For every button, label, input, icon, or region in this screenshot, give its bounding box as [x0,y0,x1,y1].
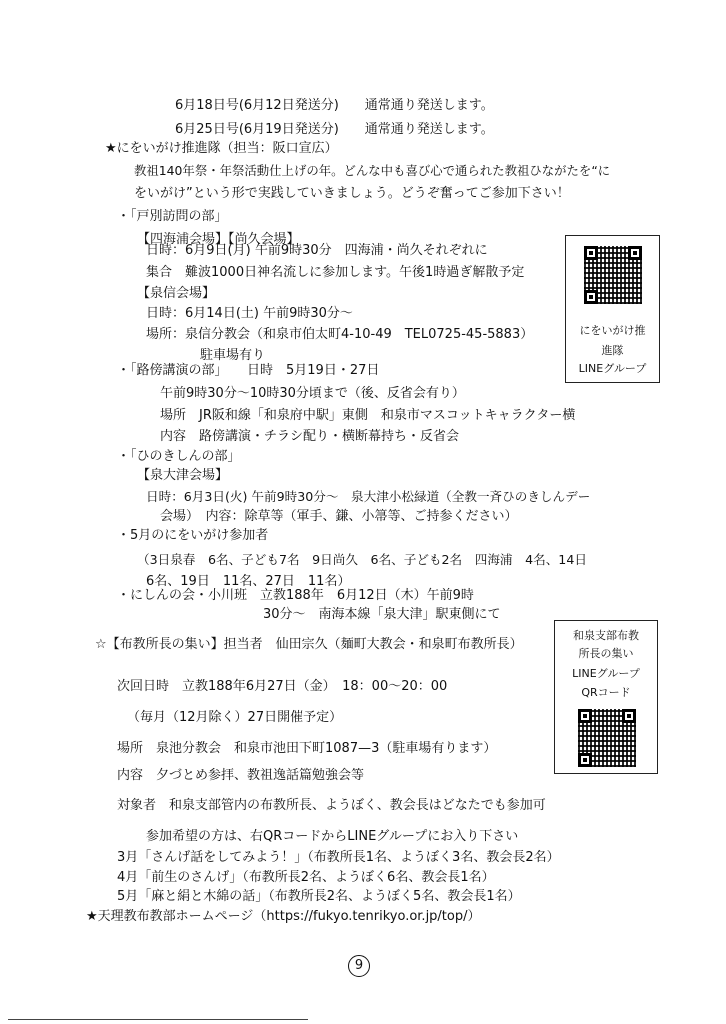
schedule-line-0625: 6月25日号(6月19日発送分) 通常通り発送します。 [175,122,494,137]
participants-line-1: （3日泉春 6名、子ども7名 9日尚久 6名、子ども2名 四海浦 4名、14日 [137,552,587,567]
meeting-target: 対象者 和泉支部管内の布教所長、ようぼく、教会長はどなたでも参加可 [117,798,546,813]
sub-heading-kobetsu: ・「戸別訪問の部」 [117,209,228,224]
history-april: 4月「前生のさんげ」（布教所長2名、ようぼく6名、教会長1名） [117,870,495,885]
venue-senshin: 【泉信会場】 [137,286,216,301]
qr-caption-line-4: QRコード [581,686,631,699]
section-heading-fukyosho: ☆【布教所長の集い】担当者 仙田宗久（麺町大教会・和泉町布教所長） [95,637,523,652]
sub-heading-may-participants: ・5月のにをいがけ参加者 [117,528,269,543]
join-instruction: 参加希望の方は、右QRコードからLINEグループにお入り下さい [146,829,519,844]
qr-caption-line-2: 進隊 [601,344,624,357]
nishin-no-kai-line-1: ・にしんの会・小川班 立教188年 6月12日（木）午前9時 [117,588,474,603]
meeting-namba: 集合 難波1000日神名流しに参加します。午後1時過ぎ解散予定 [146,265,525,280]
intro-text-2: をいがけ”という形で実践していきましょう。どうぞ奮ってご参加下さい！ [134,186,570,201]
qr-caption-line-1: 和泉支部布教 [573,629,639,642]
datetime-0614: 日時：6月14日(土) 午前9時30分～ [146,306,353,321]
qr-code-icon[interactable] [584,246,642,304]
page-number: 9 [348,955,370,977]
place-robo: 場所 JR阪和線「和泉府中駅」東側 和泉市マスコットキャラクター横 [160,408,576,423]
sub-heading-robo: ・「路傍講演の部」 日時 5月19日・27日 [117,363,380,378]
meeting-schedule-note: （毎月（12月除く）27日開催予定） [127,710,343,725]
qr-box-nioigake-line [565,235,660,383]
footer-rule [8,1019,308,1020]
qr-caption-line-3: LINEグループ [578,362,647,375]
next-meeting-datetime: 次回日時 立教188年6月27日（金） 18：00～20：00 [117,679,448,694]
qr-caption-line-1: にをいがけ推 [579,324,646,337]
history-may: 5月「麻と絹と木綿の話」（布教所長2名、ようぼく5名、教会長1名） [117,889,521,904]
schedule-line-0618: 6月18日号(6月12日発送分) 通常通り発送します。 [175,98,494,113]
homepage-link[interactable]: ★天理教布教部ホームページ（https://fukyo.tenrikyo.or.jp/top/） [86,909,481,924]
content-hinokishin: 会場） 内容：除草等（軍手、鎌、小箒等、ご持参ください） [160,509,518,524]
venue-shikaiura-naohisa: 【四海浦会場】【尚久会場】 [137,232,300,247]
qr-caption-line-3: LINEグループ [572,667,640,680]
datetime-0603: 日時：6月3日(火) 午前9時30分～ 泉大津小松緑道（全教一斉ひのきしんデー [146,489,591,504]
section-heading-nioigake: ★にをいがけ推進隊（担当：阪口宣広） [105,141,338,156]
participants-line-2: 6名、19日 11名、27日 11名） [146,574,351,589]
qr-caption-line-2: 所長の集い [578,647,634,660]
meeting-content: 内容 夕づとめ参拝、教祖逸話篇勉強会等 [117,768,365,783]
meeting-place: 場所 泉池分教会 和泉市池田下町1087—3（駐車場有ります） [117,741,497,756]
venue-izumiotsu: 【泉大津会場】 [137,468,229,483]
parking-note-1: 駐車場有り [200,348,266,363]
qr-code-icon[interactable] [578,709,636,767]
datetime-0609: 日時：6月9日(月) 午前9時30分 四海浦・尚久それぞれに [146,243,488,258]
place-senshin: 場所：泉信分教会（和泉市伯太町4-10-49 TEL0725-45-5883） [146,327,534,342]
history-march: 3月「さんげ話をしてみよう！」（布教所長1名、ようぼく3名、教会長2名） [117,850,560,865]
nishin-no-kai-line-2: 30分～ 南海本線「泉大津」駅東側にて [263,607,501,622]
qr-box-fukyosho-line [554,620,658,774]
intro-text-1: 教祖140年祭・年祭活動仕上げの年。どんな中も喜び心で通られた教祖ひながたを“に [134,163,611,178]
sub-heading-hinokishin: ・「ひのきしんの部」 [117,449,241,464]
time-robo: 午前9時30分～10時30分頃まで（後、反省会有り） [160,386,465,401]
content-robo: 内容 路傍講演・チラシ配り・横断幕持ち・反省会 [160,429,460,444]
